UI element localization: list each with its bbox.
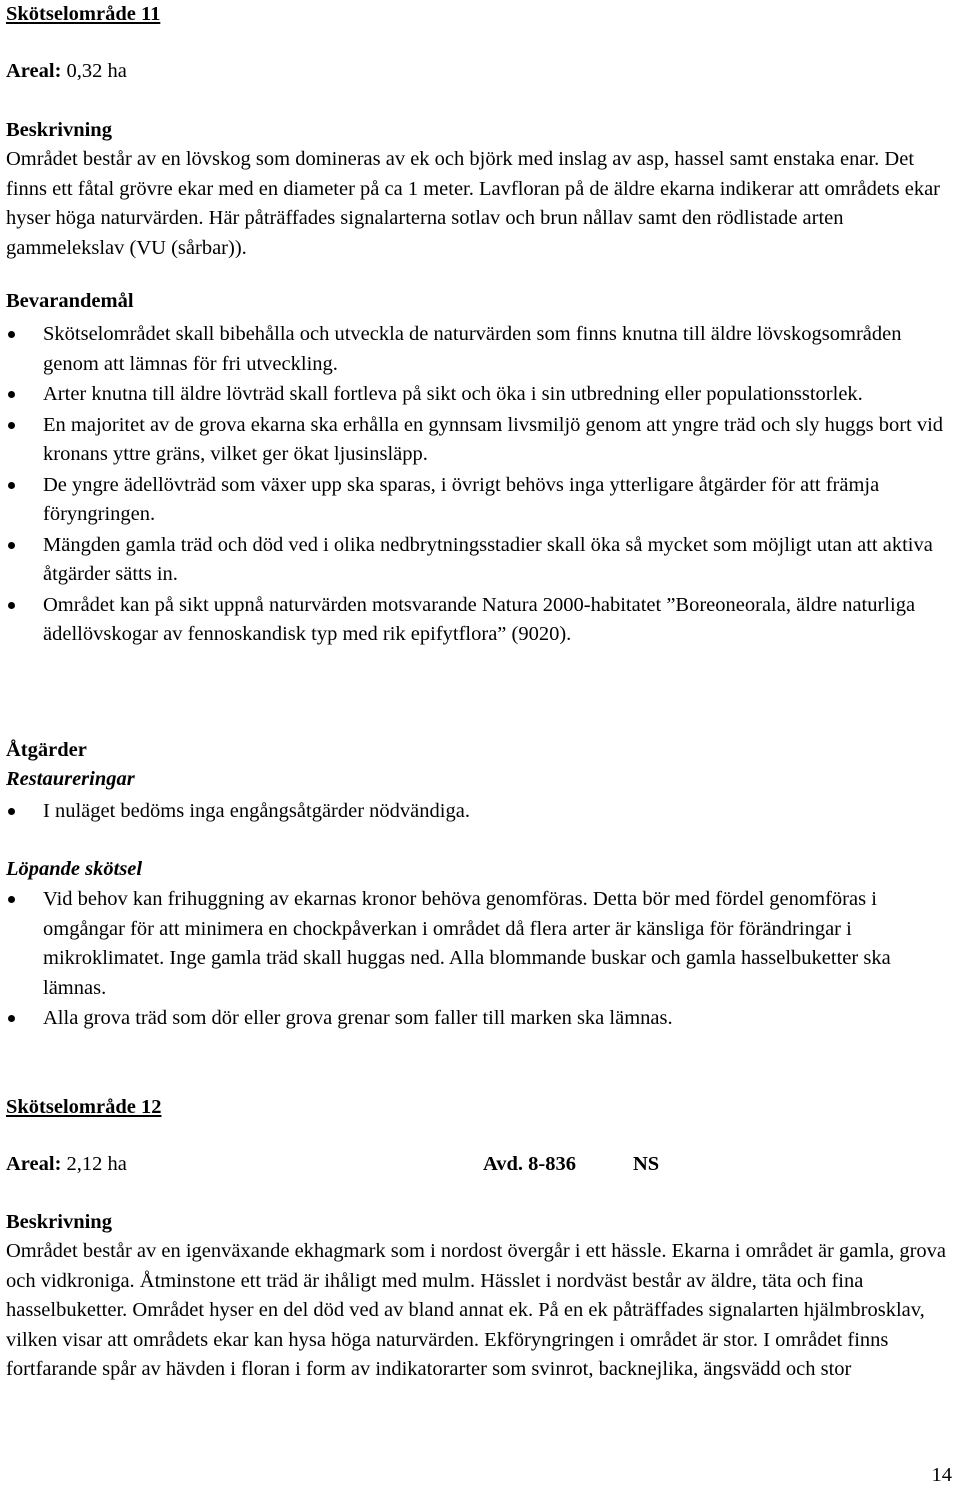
list-item: Vid behov kan frihuggning av ekarnas kronor behöva genomföras. Detta bör med fördel genomföras i omgångar för att minimera en chockpåverkan i området då flera arter är känsliga för förändringar i mikroklimatet. Inge gamla träd skall huggas ned. Alla blommande buskar och gamla hasselbuketter ska lämnas.: [6, 885, 954, 1003]
areal-value: 2,12 ha: [61, 1153, 127, 1175]
section-11-areal: [6, 57, 127, 87]
section-11-lopande-list: [6, 885, 954, 1035]
section-11-title: Skötselområde 11: [6, 3, 161, 25]
section-12-title: Skötselområde 12: [6, 1096, 162, 1118]
section-12-beskrivning-heading: Beskrivning: [6, 1211, 112, 1233]
list-item: De yngre ädellövträd som växer upp ska sparas, i övrigt behövs inga ytterligare åtgärder för att främja föryngringen.: [6, 471, 954, 530]
list-item: Området kan på sikt uppnå naturvärden motsvarande Natura 2000-habitatet ”Boreoneorala, äldre naturliga ädellövskogar av fennoskandisk typ med rik epifytflora” (9020).: [6, 591, 954, 650]
section-11-bevarande-list: [6, 320, 954, 651]
areal-label: Areal:: [6, 1153, 62, 1175]
section-11-atgarder-heading: Åtgärder: [6, 739, 87, 761]
section-11-beskrivning-heading: Beskrivning: [6, 119, 112, 141]
list-item: Arter knutna till äldre lövträd skall fortleva på sikt och öka i sin utbredning eller populationsstorlek.: [6, 380, 954, 410]
section-11-restaureringar-list: [6, 797, 954, 828]
section-12-beskrivning-text: Området består av en igenväxande ekhagmark som i nordost övergår i ett hässle. Ekarna i området är gamla, grova och vidkroniga. Åtminstone ett träd är ihåligt med mulm. Hässlet i nordväst består av äldre, täta och fina hasselbuketter. Området hyser en del död ved av bland annat ek. På en ek påträffades signalarten hjälmbrosklav, vilken visar att områdets ekar kan hysa höga naturvärden. Ekföryngringen i området är stor. I området finns fortfarande spår av hävden i floran i form av indikatorarter som svinrot, backnejlika, ängsvädd och stor: [6, 1240, 947, 1380]
list-item: Skötselområdet skall bibehålla och utveckla de naturvärden som finns knutna till äldre lövskogsområden genom att lämnas för fri utveckling.: [6, 320, 954, 379]
areal-label: Areal:: [6, 60, 62, 82]
section-12-areal: [6, 1150, 127, 1180]
list-item: En majoritet av de grova ekarna ska erhålla en gynnsam livsmiljö genom att yngre träd och sly huggs bort vid kronans yttre gräns, vilket ger ökat ljusinsläpp.: [6, 411, 954, 470]
section-11-bevarande-heading: Bevarandemål: [6, 290, 134, 312]
section-11-restaureringar-heading: Restaureringar: [6, 768, 135, 790]
section-11-lopande-heading: Löpande skötsel: [6, 858, 143, 880]
section-12-ns: NS: [633, 1153, 660, 1175]
page-number: 14: [931, 1464, 952, 1486]
section-11-beskrivning-text: Området består av en lövskog som domineras av ek och björk med inslag av asp, hassel samt enstaka enar. Det finns ett fåtal grövre ekar med en diameter på ca 1 meter. Lavfloran på de äldre ekarna indikerar att områdets ekar hyser höga naturvärden. Här påträffades signalarterna sotlav och brun nållav samt den rödlistade arten gammelekslav (VU (sårbar)).: [6, 148, 941, 259]
section-12-avd: Avd. 8-836: [483, 1153, 577, 1175]
list-item: Alla grova träd som dör eller grova grenar som faller till marken ska lämnas.: [6, 1004, 954, 1034]
list-item: I nuläget bedöms inga engångsåtgärder nödvändiga.: [6, 797, 954, 827]
areal-value: 0,32 ha: [61, 60, 127, 82]
list-item: Mängden gamla träd och död ved i olika nedbrytningsstadier skall öka så mycket som möjligt utan att aktiva åtgärder sätts in.: [6, 531, 954, 590]
